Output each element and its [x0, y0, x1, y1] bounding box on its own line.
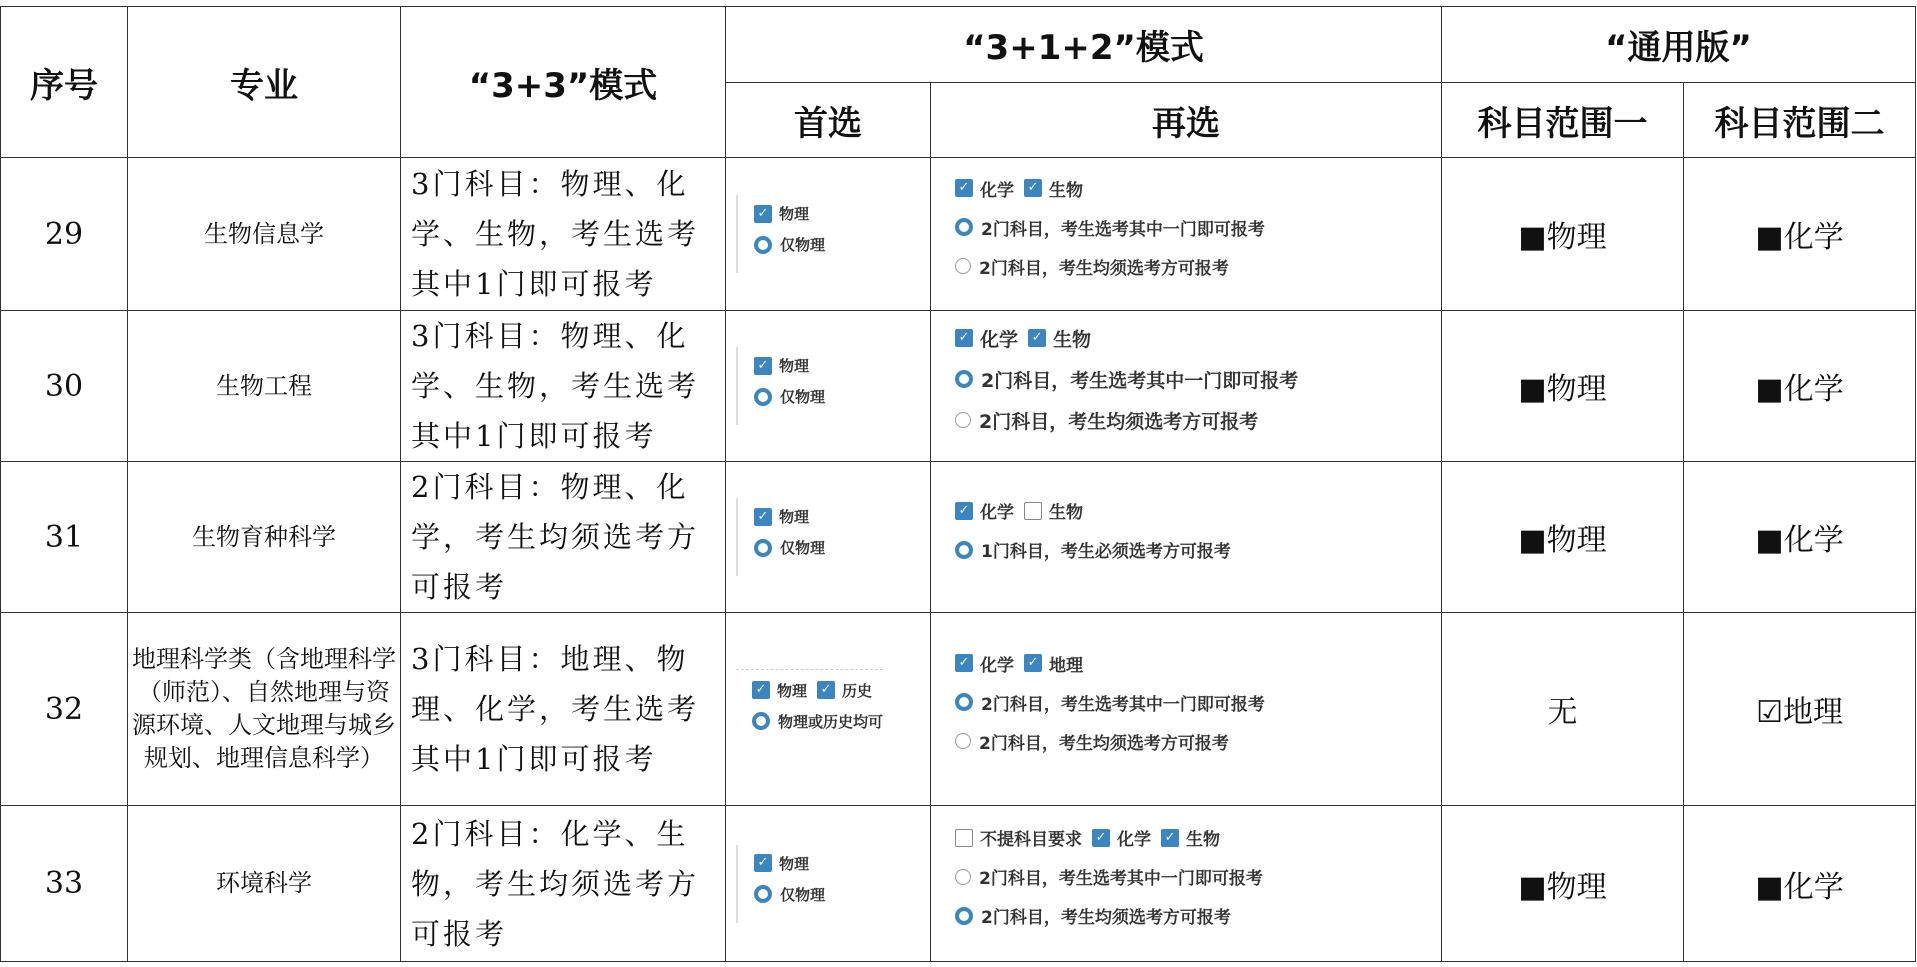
first-choice-checkboxes — [754, 355, 825, 376]
radio-option[interactable] — [754, 537, 825, 558]
checkbox[interactable] — [754, 506, 809, 527]
second-choice-cell — [931, 613, 1442, 806]
major-name: 环境科学 — [128, 806, 401, 962]
checkbox-empty-icon[interactable] — [1024, 502, 1042, 520]
mode-3-3-requirement: 3门科目：物理、化学、生物，考生选考其中1门即可报考 — [401, 311, 726, 462]
radio-selected-icon[interactable] — [955, 541, 973, 559]
header-range1: 科目范围一 — [1442, 83, 1684, 158]
radio-label: 2门科目，考生选考其中一门即可报考 — [981, 694, 1265, 715]
major-name: 生物育种科学 — [128, 462, 401, 613]
radio-empty-icon[interactable] — [955, 869, 971, 885]
checkbox-checked-icon[interactable]: ✓ — [955, 502, 973, 520]
checkbox-checked-icon[interactable]: ✓ — [754, 357, 772, 375]
checkbox-label: 生物 — [1049, 180, 1083, 201]
checkbox[interactable] — [754, 203, 809, 224]
range1-value: ■物理 — [1442, 806, 1684, 962]
range1-value: ■物理 — [1442, 462, 1684, 613]
checkbox-label: 化学 — [980, 328, 1019, 351]
checkbox-checked-icon[interactable]: ✓ — [955, 179, 973, 197]
radio-option[interactable] — [955, 254, 1265, 279]
radio-selected-icon[interactable] — [754, 388, 772, 406]
row-number: 29 — [1, 158, 128, 311]
radio-option[interactable] — [754, 884, 825, 905]
range2-value: ☑地理 — [1684, 613, 1916, 806]
second-choice-cell — [931, 462, 1442, 613]
range2-value: ■化学 — [1684, 311, 1916, 462]
radio-empty-icon[interactable] — [955, 258, 971, 274]
radio-label: 物理或历史均可 — [778, 712, 884, 731]
row-number: 30 — [1, 311, 128, 462]
header-no: 序号 — [1, 7, 128, 158]
second-choice-checkboxes — [955, 825, 1263, 850]
major-name: 地理科学类（含地理科学（师范）、自然地理与资源环境、人文地理与城乡规划、地理信息科学） — [128, 613, 401, 806]
radio-selected-icon[interactable] — [955, 370, 973, 388]
checkbox-label: 历史 — [842, 681, 873, 700]
first-choice-cell — [726, 158, 931, 311]
second-choice-checkboxes — [955, 651, 1265, 676]
first-choice-panel — [736, 669, 883, 750]
second-choice-panel — [955, 176, 1265, 293]
first-choice-checkboxes — [752, 680, 883, 701]
checkbox-label: 化学 — [1117, 830, 1151, 850]
checkbox-checked-icon[interactable]: ✓ — [754, 854, 772, 872]
radio-option[interactable] — [955, 366, 1298, 393]
first-choice-cell — [726, 462, 931, 613]
checkbox[interactable] — [955, 176, 1014, 201]
header-first: 首选 — [726, 83, 931, 158]
radio-label: 1门科目，考生必须选考方可报考 — [981, 542, 1231, 562]
second-choice-panel — [955, 825, 1263, 942]
second-choice-checkboxes — [955, 176, 1265, 201]
radio-label: 仅物理 — [780, 885, 826, 904]
mode-3-3-requirement: 2门科目：物理、化学，考生均须选考方可报考 — [401, 462, 726, 613]
row-number: 32 — [1, 613, 128, 806]
radio-selected-icon[interactable] — [754, 236, 772, 254]
checkbox-label: 生物 — [1053, 328, 1092, 351]
radio-label: 仅物理 — [780, 388, 826, 406]
radio-option[interactable] — [955, 407, 1298, 434]
range1-value: ■物理 — [1442, 311, 1684, 462]
first-choice-cell — [726, 613, 931, 806]
range1-value: ■物理 — [1442, 158, 1684, 311]
radio-option[interactable] — [754, 386, 825, 407]
second-choice-panel — [955, 498, 1231, 576]
checkbox-checked-icon[interactable]: ✓ — [1024, 179, 1042, 197]
checkbox-label: 地理 — [1049, 655, 1083, 676]
first-choice-checkboxes — [754, 853, 825, 874]
checkbox-checked-icon[interactable]: ✓ — [955, 654, 973, 672]
radio-selected-icon[interactable] — [955, 693, 973, 711]
table-row — [1, 462, 1916, 613]
checkbox-label: 物理 — [779, 357, 810, 375]
radio-label: 2门科目，考生选考其中一门即可报考 — [981, 369, 1299, 392]
subject-requirements-table — [0, 6, 1916, 962]
checkbox[interactable] — [955, 498, 1014, 523]
radio-label: 2门科目，考生均须选考方可报考 — [979, 258, 1229, 279]
radio-label: 2门科目，考生均须选考方可报考 — [979, 410, 1259, 433]
radio-selected-icon[interactable] — [955, 907, 973, 925]
range2-value: ■化学 — [1684, 462, 1916, 613]
first-choice-panel — [736, 498, 825, 576]
checkbox-checked-icon[interactable]: ✓ — [817, 681, 835, 699]
checkbox[interactable] — [955, 325, 1018, 352]
checkbox[interactable] — [754, 853, 809, 874]
second-choice-cell — [931, 311, 1442, 462]
checkbox[interactable] — [1024, 651, 1083, 676]
checkbox-label: 生物 — [1186, 830, 1220, 850]
radio-selected-icon[interactable] — [754, 539, 772, 557]
first-choice-checkboxes — [754, 203, 825, 224]
radio-label: 2门科目，考生选考其中一门即可报考 — [981, 219, 1265, 240]
row-number: 33 — [1, 806, 128, 962]
checkbox-empty-icon[interactable] — [955, 829, 973, 847]
checkbox-label: 物理 — [779, 508, 810, 526]
radio-option[interactable] — [955, 690, 1265, 715]
radio-option[interactable] — [754, 234, 825, 255]
checkbox-checked-icon[interactable]: ✓ — [955, 329, 973, 347]
checkbox-checked-icon[interactable]: ✓ — [1024, 654, 1042, 672]
checkbox-label: 化学 — [980, 180, 1014, 201]
checkbox-checked-icon[interactable]: ✓ — [1092, 829, 1110, 847]
radio-option[interactable] — [752, 711, 883, 732]
checkbox[interactable] — [1028, 325, 1091, 352]
second-choice-checkboxes — [955, 498, 1231, 523]
header-general: “通用版” — [1442, 7, 1916, 83]
header-major: 专业 — [128, 7, 401, 158]
header-mode-3-3: “3+3”模式 — [401, 7, 726, 158]
table-row — [1, 613, 1916, 806]
first-choice-checkboxes — [754, 506, 825, 527]
mode-3-3-requirement: 3门科目：地理、物理、化学，考生选考其中1门即可报考 — [401, 613, 726, 806]
first-choice-panel — [736, 845, 825, 923]
second-choice-panel — [955, 325, 1298, 448]
radio-selected-icon[interactable] — [752, 712, 770, 730]
first-choice-panel — [736, 195, 825, 273]
range2-value: ■化学 — [1684, 806, 1916, 962]
checkbox-label: 物理 — [777, 681, 808, 700]
table-row — [1, 806, 1916, 962]
radio-label: 仅物理 — [780, 539, 826, 557]
radio-option[interactable] — [955, 537, 1231, 562]
second-choice-cell — [931, 806, 1442, 962]
first-choice-cell — [726, 311, 931, 462]
radio-option[interactable] — [955, 903, 1263, 928]
checkbox-label: 不提科目要求 — [980, 830, 1082, 850]
radio-selected-icon[interactable] — [754, 885, 772, 903]
checkbox[interactable] — [817, 680, 872, 701]
checkbox[interactable] — [1161, 825, 1220, 850]
range2-value: ■化学 — [1684, 158, 1916, 311]
checkbox-label: 化学 — [980, 503, 1014, 523]
checkbox-label: 生物 — [1049, 503, 1083, 523]
header-range2: 科目范围二 — [1684, 83, 1916, 158]
checkbox[interactable] — [955, 651, 1014, 676]
radio-selected-icon[interactable] — [955, 218, 973, 236]
header-mode-3-1-2: “3+1+2”模式 — [726, 7, 1442, 83]
radio-option[interactable] — [955, 215, 1265, 240]
first-choice-cell — [726, 806, 931, 962]
radio-label: 仅物理 — [780, 236, 826, 254]
table-row — [1, 311, 1916, 462]
second-choice-cell — [931, 158, 1442, 311]
header-second: 再选 — [931, 83, 1442, 158]
second-choice-panel — [955, 651, 1265, 768]
checkbox[interactable] — [754, 355, 809, 376]
radio-empty-icon[interactable] — [955, 733, 971, 749]
radio-label: 2门科目，考生选考其中一门即可报考 — [979, 869, 1263, 889]
checkbox[interactable] — [752, 680, 807, 701]
checkbox-checked-icon[interactable]: ✓ — [754, 205, 772, 223]
checkbox[interactable] — [1024, 498, 1083, 523]
major-name: 生物工程 — [128, 311, 401, 462]
checkbox[interactable] — [1024, 176, 1083, 201]
first-choice-panel — [736, 347, 825, 425]
checkbox-checked-icon[interactable]: ✓ — [1161, 829, 1179, 847]
second-choice-checkboxes — [955, 325, 1298, 352]
mode-3-3-requirement: 3门科目：物理、化学、生物，考生选考其中1门即可报考 — [401, 158, 726, 311]
checkbox-label: 化学 — [980, 655, 1014, 676]
checkbox-label: 物理 — [779, 205, 810, 223]
radio-empty-icon[interactable] — [955, 412, 971, 428]
radio-option[interactable] — [955, 864, 1263, 889]
checkbox[interactable] — [955, 825, 1082, 850]
checkbox-checked-icon[interactable]: ✓ — [754, 508, 772, 526]
radio-label: 2门科目，考生均须选考方可报考 — [979, 733, 1229, 754]
checkbox-checked-icon[interactable]: ✓ — [1028, 329, 1046, 347]
major-name: 生物信息学 — [128, 158, 401, 311]
checkbox[interactable] — [1092, 825, 1151, 850]
radio-label: 2门科目，考生均须选考方可报考 — [981, 908, 1231, 928]
mode-3-3-requirement: 2门科目：化学、生物，考生均须选考方可报考 — [401, 806, 726, 962]
range1-value: 无 — [1442, 613, 1684, 806]
table-row — [1, 158, 1916, 311]
checkbox-label: 物理 — [779, 854, 810, 873]
checkbox-checked-icon[interactable]: ✓ — [752, 681, 770, 699]
row-number: 31 — [1, 462, 128, 613]
radio-option[interactable] — [955, 729, 1265, 754]
